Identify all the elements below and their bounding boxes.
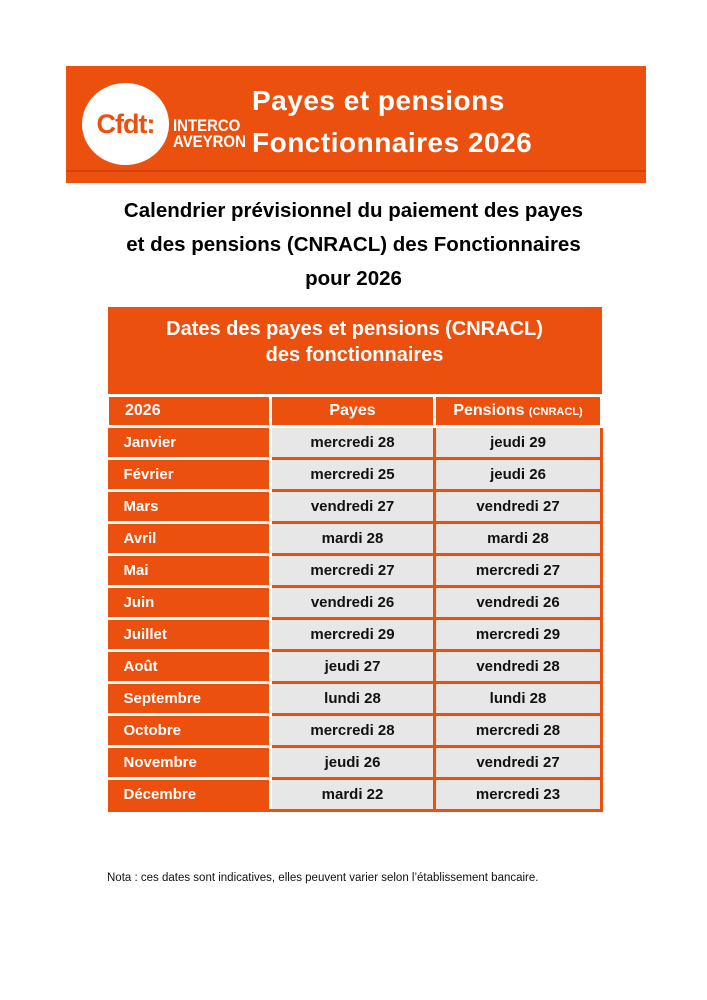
column-header-pensions-label: Pensions: [453, 401, 525, 419]
page-title-line1: Calendrier prévisionnel du paiement des payes: [123, 199, 584, 222]
header-banner: [66, 66, 646, 183]
table-row: [108, 714, 602, 746]
month-cell: Novembre: [108, 746, 271, 778]
pensions-date-cell: lundi 28: [435, 682, 602, 714]
column-header-payes: Payes: [271, 395, 435, 426]
month-cell: Mai: [108, 554, 271, 586]
month-cell: Décembre: [108, 778, 271, 810]
table-title: [108, 307, 602, 395]
column-header-pensions: [435, 395, 602, 426]
pensions-date-cell: mercredi 27: [435, 554, 602, 586]
payes-date-cell: mercredi 29: [271, 618, 435, 650]
column-header-row: [108, 395, 602, 426]
table-title-line2: des fonctionnaires: [265, 344, 444, 366]
cfdt-org-line2: AVEYRON: [173, 132, 246, 151]
payes-pensions-table: [106, 307, 603, 812]
pensions-date-cell: mercredi 23: [435, 778, 602, 810]
page-title-line3: pour 2026: [305, 267, 402, 290]
pensions-date-cell: jeudi 29: [435, 426, 602, 458]
payes-date-cell: mercredi 28: [271, 426, 435, 458]
table-row: [108, 554, 602, 586]
month-cell: Juin: [108, 586, 271, 618]
table-row: [108, 426, 602, 458]
footer-note: Nota : ces dates sont indicatives, elles peuvent varier selon l’établissement bancaire.: [107, 872, 539, 884]
table-row: [108, 650, 602, 682]
table-row: [108, 778, 602, 810]
month-cell: Septembre: [108, 682, 271, 714]
payes-date-cell: lundi 28: [271, 682, 435, 714]
payes-date-cell: mardi 28: [271, 522, 435, 554]
table-title-line1: Dates des payes et pensions (CNRACL): [166, 318, 543, 340]
cfdt-org-line1: INTERCO: [173, 116, 241, 135]
table-row: [108, 458, 602, 490]
cfdt-org-name: [173, 118, 246, 150]
table-row: [108, 746, 602, 778]
payes-date-cell: vendredi 27: [271, 490, 435, 522]
month-cell: Octobre: [108, 714, 271, 746]
banner-title-line2: Fonctionnaires 2026: [252, 127, 533, 158]
page-title-line2: et des pensions (CNRACL) des Fonctionnaires: [126, 233, 581, 256]
payes-date-cell: jeudi 26: [271, 746, 435, 778]
column-header-pensions-suffix: (CNRACL): [528, 405, 583, 418]
month-cell: Janvier: [108, 426, 271, 458]
pensions-date-cell: mercredi 28: [435, 714, 602, 746]
cfdt-logo-text: Cfdt:: [96, 108, 155, 139]
pensions-date-cell: vendredi 26: [435, 586, 602, 618]
banner-title: [252, 80, 532, 164]
payes-date-cell: jeudi 27: [271, 650, 435, 682]
payes-date-cell: mercredi 25: [271, 458, 435, 490]
pensions-date-cell: mardi 28: [435, 522, 602, 554]
payes-date-cell: mardi 22: [271, 778, 435, 810]
month-cell: Avril: [108, 522, 271, 554]
table-row: [108, 522, 602, 554]
payes-date-cell: vendredi 26: [271, 586, 435, 618]
month-cell: Mars: [108, 490, 271, 522]
month-cell: Juillet: [108, 618, 271, 650]
column-header-year: 2026: [108, 395, 271, 426]
table-row: [108, 490, 602, 522]
banner-divider: [66, 170, 646, 172]
banner-title-line1: Payes et pensions: [252, 85, 505, 116]
cfdt-logo: [82, 83, 169, 165]
payes-date-cell: mercredi 28: [271, 714, 435, 746]
page-title: [0, 194, 707, 296]
payes-date-cell: mercredi 27: [271, 554, 435, 586]
pensions-date-cell: vendredi 27: [435, 490, 602, 522]
month-cell: Février: [108, 458, 271, 490]
table-row: [108, 682, 602, 714]
pensions-date-cell: vendredi 27: [435, 746, 602, 778]
pensions-date-cell: mercredi 29: [435, 618, 602, 650]
month-cell: Août: [108, 650, 271, 682]
pensions-date-cell: vendredi 28: [435, 650, 602, 682]
table-title-row: [108, 307, 602, 395]
pensions-date-cell: jeudi 26: [435, 458, 602, 490]
table-row: [108, 586, 602, 618]
table-row: [108, 618, 602, 650]
